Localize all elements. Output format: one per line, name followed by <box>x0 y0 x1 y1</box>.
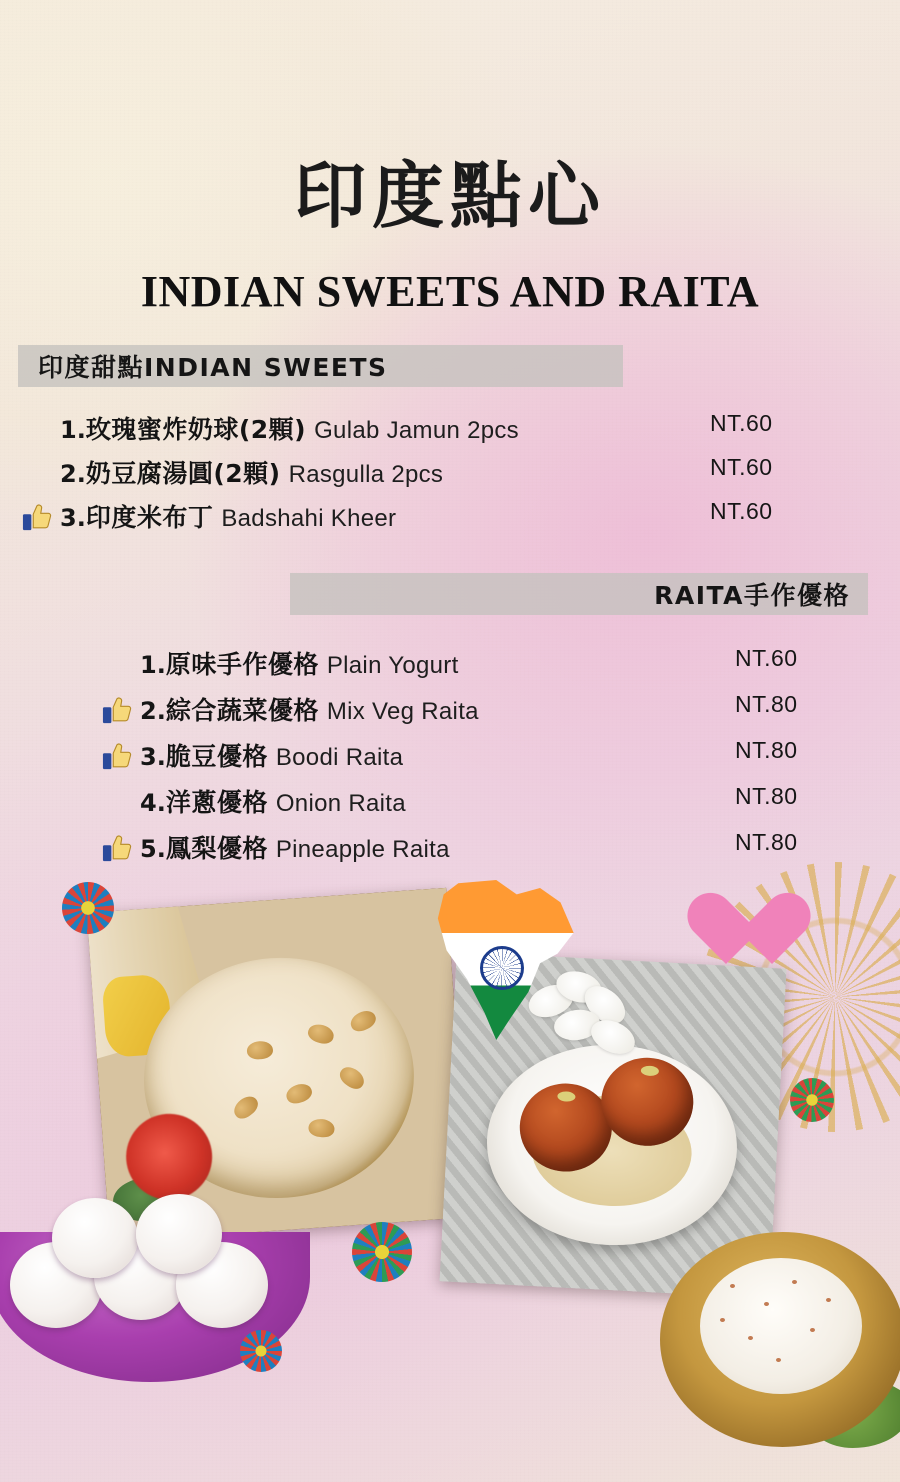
item-name-english: Badshahi Kheer <box>221 505 397 532</box>
menu-item <box>140 691 850 737</box>
page-title-chinese: 印度點心 <box>293 154 606 238</box>
item-number: 1. <box>60 416 86 444</box>
menu-item <box>60 410 850 454</box>
item-name-chinese: 奶豆腐湯圓(2顆) <box>85 459 281 488</box>
item-number: 2. <box>60 460 86 488</box>
item-name-chinese: 綜合蔬菜優格 <box>165 696 319 725</box>
section-header-label: RAITA手作優格 <box>654 581 850 610</box>
item-number: 1. <box>140 651 166 679</box>
thumbs-up-icon <box>102 695 132 725</box>
menu-item <box>140 829 850 875</box>
thumbs-up-icon <box>22 502 52 532</box>
item-name-english: Pineapple Raita <box>275 836 450 863</box>
item-price: NT.80 <box>735 829 798 855</box>
item-number: 3. <box>140 743 166 771</box>
item-name-english: Rasgulla 2pcs <box>288 461 444 488</box>
raita-photo <box>660 1232 900 1482</box>
item-name-english: Gulab Jamun 2pcs <box>314 417 519 444</box>
heart-icon <box>706 896 790 970</box>
menu-list-raita <box>140 645 850 875</box>
item-number: 3. <box>60 504 86 532</box>
item-name-english: Boodi Raita <box>275 744 404 771</box>
menu-item <box>60 498 850 542</box>
menu-item <box>60 454 850 498</box>
item-price: NT.60 <box>735 645 798 671</box>
item-number: 5. <box>140 835 166 863</box>
mandala-icon <box>352 1222 412 1282</box>
item-name-chinese: 洋蔥優格 <box>165 788 268 817</box>
section-header-label: 印度甜點INDIAN SWEETS <box>38 353 388 382</box>
item-price: NT.80 <box>735 783 798 809</box>
thumbs-up-icon <box>102 833 132 863</box>
item-name-chinese: 鳳梨優格 <box>165 834 268 863</box>
item-price: NT.80 <box>735 737 798 763</box>
item-number: 2. <box>140 697 166 725</box>
item-name-chinese: 原味手作優格 <box>165 650 319 679</box>
item-price: NT.60 <box>710 498 773 524</box>
thumbs-up-icon <box>102 741 132 771</box>
page-title-english: INDIAN SWEETS AND RAITA <box>140 267 760 316</box>
mandala-icon <box>790 1078 834 1122</box>
item-name-english: Plain Yogurt <box>326 652 459 679</box>
item-name-english: Mix Veg Raita <box>326 698 479 725</box>
item-number: 4. <box>140 789 166 817</box>
item-name-chinese: 印度米布丁 <box>85 503 214 532</box>
item-price: NT.60 <box>710 454 773 480</box>
section-header-raita <box>290 573 868 615</box>
menu-item <box>140 783 850 829</box>
item-name-chinese: 玫瑰蜜炸奶球(2顆) <box>85 415 307 444</box>
jasmine-flower-icon <box>524 966 654 1066</box>
mandala-icon <box>62 882 114 934</box>
menu-item <box>140 737 850 783</box>
mandala-icon <box>240 1330 282 1372</box>
item-name-english: Onion Raita <box>275 790 406 817</box>
section-header-indian-sweets <box>18 345 623 387</box>
item-price: NT.80 <box>735 691 798 717</box>
item-price: NT.60 <box>710 410 773 436</box>
menu-list-indian-sweets <box>60 410 850 542</box>
item-name-chinese: 脆豆優格 <box>165 742 268 771</box>
menu-item <box>140 645 850 691</box>
